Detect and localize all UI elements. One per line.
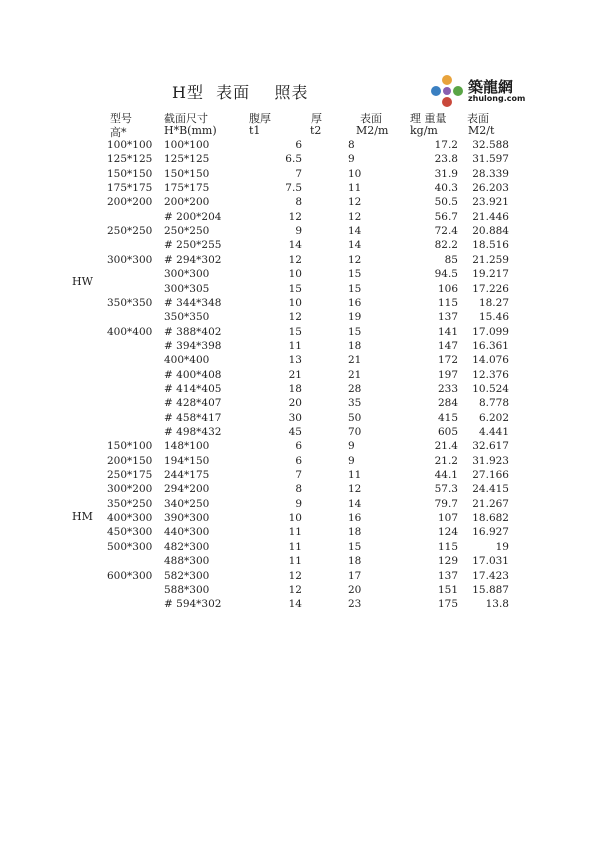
cell-w: 44.1	[434, 469, 458, 482]
header-t1-unit: t1	[249, 124, 261, 137]
table-row	[0, 583, 600, 597]
cell-t1: 10	[288, 296, 302, 309]
logo-text-en: zhulong.com	[468, 94, 526, 103]
cell-size: 300*200	[107, 483, 153, 496]
cell-s: 24.415	[472, 483, 509, 496]
cell-t2: 21	[348, 368, 362, 381]
cell-t1: 6.5	[285, 153, 302, 166]
cell-t2: 23	[348, 598, 362, 611]
header-weight: 理 重量	[410, 112, 447, 125]
cell-hb: 350*350	[164, 311, 210, 324]
cell-hb: # 498*432	[164, 426, 222, 438]
cell-hb: # 388*402	[164, 325, 222, 338]
cell-s: 14.076	[472, 354, 509, 367]
cell-t1: 11	[288, 540, 302, 553]
cell-t1: 12	[288, 569, 302, 582]
cell-w: 151	[437, 583, 458, 596]
cell-w: 415	[437, 411, 458, 424]
cell-t1: 12	[288, 583, 302, 596]
cell-t1: 14	[288, 598, 302, 611]
cell-t1: 6	[295, 139, 302, 151]
cell-s: 12.376	[472, 368, 509, 381]
table-row	[0, 368, 600, 382]
cell-w: 21.2	[434, 454, 458, 467]
cell-t2: 15	[348, 268, 362, 281]
table-row	[0, 253, 600, 267]
cell-s: 32.617	[472, 440, 509, 453]
cell-size: 600*300	[107, 569, 153, 582]
cell-s: 31.923	[472, 454, 509, 467]
cell-t1: 30	[288, 411, 302, 424]
logo-text-cn: 築龍網	[468, 78, 514, 96]
cell-w: 115	[437, 540, 458, 553]
cell-t2: 14	[348, 497, 362, 510]
cell-w: 124	[437, 526, 458, 539]
cell-size: 250*250	[107, 225, 153, 238]
table-row	[0, 224, 600, 238]
cell-t2: 18	[348, 526, 362, 539]
cell-s: 17.226	[472, 282, 509, 295]
table-row	[0, 554, 600, 568]
cell-t2: 50	[348, 411, 362, 424]
cell-t2: 18	[348, 555, 362, 568]
header-t2: 厚	[311, 112, 322, 125]
table-row	[0, 411, 600, 425]
table-row	[0, 597, 600, 611]
cell-s: 15.46	[478, 311, 509, 324]
cell-size: 350*250	[107, 497, 153, 510]
cell-s: 19.217	[472, 268, 509, 281]
cell-t2: 21	[348, 354, 362, 367]
cell-s: 19	[495, 540, 509, 553]
table-row	[0, 382, 600, 396]
cell-t1: 15	[288, 282, 302, 295]
cell-w: 31.9	[434, 167, 458, 180]
cell-hb: 488*300	[164, 555, 210, 568]
cell-t1: 21	[288, 368, 302, 381]
table-row	[0, 181, 600, 195]
cell-hb: # 428*407	[164, 397, 222, 410]
cell-hb: # 414*405	[164, 382, 222, 395]
cell-s: 21.446	[472, 210, 509, 223]
cell-t2: 11	[348, 182, 362, 195]
cell-s: 16.927	[472, 526, 509, 539]
header-surface: 表面	[467, 112, 489, 125]
cell-t2: 16	[348, 512, 362, 525]
cell-s: 15.887	[472, 583, 509, 596]
cell-s: 28.339	[472, 167, 509, 180]
cell-t1: 7	[295, 469, 302, 482]
header-area-unit: M2/m	[356, 124, 389, 137]
cell-t2: 8	[348, 139, 355, 151]
cell-t1: 6	[295, 454, 302, 467]
cell-w: 233	[437, 382, 458, 395]
cell-s: 32.588	[472, 139, 509, 151]
cell-s: 17.099	[472, 325, 509, 338]
table-row	[0, 310, 600, 324]
table-row	[0, 195, 600, 209]
cell-size: 150*150	[107, 167, 153, 180]
table-row	[0, 454, 600, 468]
cell-hb: # 400*408	[164, 368, 222, 381]
cell-hb: 125*125	[164, 153, 210, 166]
cell-w: 17.2	[434, 139, 458, 151]
cell-w: 284	[437, 397, 458, 410]
table-row	[0, 282, 600, 296]
cell-t1: 11	[288, 555, 302, 568]
cell-w: 50.5	[434, 196, 458, 209]
cell-s: 18.516	[472, 239, 509, 252]
cell-size: 450*300	[107, 526, 153, 539]
cell-s: 6.202	[478, 411, 509, 424]
cell-t1: 20	[288, 397, 302, 410]
cell-t2: 9	[348, 153, 355, 166]
cell-hb: 588*300	[164, 583, 210, 596]
table-row	[0, 497, 600, 511]
cell-t2: 17	[348, 569, 362, 582]
cell-t1: 12	[288, 253, 302, 266]
cell-t2: 9	[348, 440, 355, 453]
cell-hb: # 394*398	[164, 339, 222, 352]
header-section-unit: H*B(mm)	[164, 124, 217, 137]
header-model-unit: 高*	[110, 126, 127, 139]
cell-t1: 8	[295, 483, 302, 496]
table-row	[0, 511, 600, 525]
cell-hb: # 250*255	[164, 239, 222, 252]
header-model: 型号	[110, 112, 132, 125]
cell-s: 8.778	[478, 397, 509, 410]
cell-w: 605	[437, 426, 458, 438]
cell-size: 200*200	[107, 196, 153, 209]
cell-t1: 15	[288, 325, 302, 338]
cell-t2: 12	[348, 210, 362, 223]
cell-size: 150*100	[107, 440, 153, 453]
cell-hb: 440*300	[164, 526, 210, 539]
table-row	[0, 267, 600, 281]
table-row	[0, 152, 600, 166]
cell-w: 175	[437, 598, 458, 611]
cell-t2: 19	[348, 311, 362, 324]
page-title: H型 表面 照表	[172, 83, 309, 102]
cell-t2: 15	[348, 325, 362, 338]
cell-t2: 11	[348, 469, 362, 482]
table-row	[0, 353, 600, 367]
cell-size: 250*175	[107, 469, 153, 482]
cell-t1: 10	[288, 268, 302, 281]
cell-hb: 300*300	[164, 268, 210, 281]
cell-w: 137	[437, 311, 458, 324]
cell-t1: 12	[288, 210, 302, 223]
cell-w: 129	[437, 555, 458, 568]
cell-t2: 35	[348, 397, 362, 410]
cell-w: 94.5	[434, 268, 458, 281]
cell-t1: 9	[295, 497, 302, 510]
cell-t1: 14	[288, 239, 302, 252]
cell-s: 17.423	[472, 569, 509, 582]
cell-t2: 15	[348, 282, 362, 295]
cell-w: 197	[437, 368, 458, 381]
cell-t2: 12	[348, 196, 362, 209]
cell-t2: 12	[348, 253, 362, 266]
cell-w: 141	[437, 325, 458, 338]
cell-t2: 14	[348, 239, 362, 252]
cell-t2: 12	[348, 483, 362, 496]
cell-size: 400*300	[107, 512, 153, 525]
cell-hb: 300*305	[164, 282, 210, 295]
cell-hb: # 458*417	[164, 411, 222, 424]
table-row	[0, 210, 600, 224]
cell-hb: 340*250	[164, 497, 210, 510]
cell-t1: 7	[295, 167, 302, 180]
cell-s: 23.921	[472, 196, 509, 209]
cell-t2: 15	[348, 540, 362, 553]
cell-w: 137	[437, 569, 458, 582]
cell-w: 21.4	[434, 440, 458, 453]
cell-t1: 9	[295, 225, 302, 238]
table-row	[0, 482, 600, 496]
cell-w: 115	[437, 296, 458, 309]
cell-size: 175*175	[107, 182, 153, 195]
group-label-hm: HM	[72, 510, 93, 523]
logo-icon	[430, 74, 464, 108]
cell-s: 18.27	[478, 296, 509, 309]
cell-hb: # 294*302	[164, 253, 222, 266]
cell-s: 18.682	[472, 512, 509, 525]
table-row	[0, 525, 600, 539]
cell-t1: 11	[288, 339, 302, 352]
cell-size: 500*300	[107, 540, 153, 553]
cell-hb: 200*200	[164, 196, 210, 209]
cell-w: 107	[437, 512, 458, 525]
cell-hb: # 594*302	[164, 598, 222, 611]
cell-hb: 582*300	[164, 569, 210, 582]
cell-hb: 294*200	[164, 483, 210, 496]
cell-t1: 8	[295, 196, 302, 209]
cell-w: 79.7	[434, 497, 458, 510]
group-label-hw: HW	[72, 275, 93, 288]
cell-hb: # 200*204	[164, 210, 222, 223]
cell-size: 400*400	[107, 325, 153, 338]
header-t1: 腹厚	[249, 112, 271, 125]
cell-s: 16.361	[472, 339, 509, 352]
cell-w: 56.7	[434, 210, 458, 223]
cell-size: 200*150	[107, 454, 153, 467]
zhulong-logo	[430, 74, 540, 108]
table-row	[0, 569, 600, 583]
cell-hb: 100*100	[164, 139, 210, 151]
cell-t2: 9	[348, 454, 355, 467]
cell-size: 350*350	[107, 296, 153, 309]
cell-t2: 16	[348, 296, 362, 309]
cell-hb: # 344*348	[164, 296, 222, 309]
cell-size: 100*100	[107, 139, 153, 151]
cell-s: 20.884	[472, 225, 509, 238]
header-area: 表面	[360, 112, 382, 125]
table-row	[0, 138, 600, 152]
cell-s: 27.166	[472, 469, 509, 482]
cell-t1: 11	[288, 526, 302, 539]
header-section: 截面尺寸	[164, 112, 208, 125]
table-row	[0, 396, 600, 410]
cell-s: 13.8	[485, 598, 509, 611]
cell-hb: 150*150	[164, 167, 210, 180]
table-row	[0, 296, 600, 310]
cell-hb: 148*100	[164, 440, 210, 453]
cell-t1: 7.5	[285, 182, 302, 195]
cell-s: 10.524	[472, 382, 509, 395]
cell-t1: 13	[288, 354, 302, 367]
cell-w: 82.2	[434, 239, 458, 252]
cell-w: 147	[437, 339, 458, 352]
cell-t1: 45	[288, 426, 302, 438]
cell-s: 17.031	[472, 555, 509, 568]
cell-t1: 12	[288, 311, 302, 324]
cell-t2: 28	[348, 382, 362, 395]
cell-t2: 20	[348, 583, 362, 596]
cell-hb: 244*175	[164, 469, 210, 482]
table-row	[0, 468, 600, 482]
cell-s: 21.259	[472, 253, 509, 266]
cell-hb: 250*250	[164, 225, 210, 238]
table-row	[0, 325, 600, 339]
table-row	[0, 339, 600, 353]
cell-w: 172	[437, 354, 458, 367]
header-t2-unit: t2	[310, 124, 322, 137]
cell-s: 26.203	[472, 182, 509, 195]
cell-t2: 10	[348, 167, 362, 180]
cell-hb: 175*175	[164, 182, 210, 195]
cell-w: 72.4	[434, 225, 458, 238]
cell-w: 106	[437, 282, 458, 295]
header-weight-unit: kg/m	[410, 124, 438, 137]
cell-t1: 10	[288, 512, 302, 525]
cell-s: 4.441	[478, 426, 509, 438]
cell-w: 57.3	[434, 483, 458, 496]
cell-w: 40.3	[434, 182, 458, 195]
cell-hb: 482*300	[164, 540, 210, 553]
cell-t2: 14	[348, 225, 362, 238]
table-row	[0, 425, 600, 439]
cell-hb: 390*300	[164, 512, 210, 525]
cell-t2: 18	[348, 339, 362, 352]
table-row	[0, 439, 600, 453]
cell-hb: 400*400	[164, 354, 210, 367]
cell-size: 125*125	[107, 153, 153, 166]
cell-size: 300*300	[107, 253, 153, 266]
cell-t1: 6	[295, 440, 302, 453]
cell-t2: 70	[348, 426, 362, 438]
cell-w: 23.8	[434, 153, 458, 166]
cell-hb: 194*150	[164, 454, 210, 467]
table-row	[0, 540, 600, 554]
header-surface-unit: M2/t	[468, 124, 495, 137]
cell-t1: 18	[288, 382, 302, 395]
cell-s: 21.267	[472, 497, 509, 510]
cell-s: 31.597	[472, 153, 509, 166]
table-row	[0, 238, 600, 252]
cell-w: 85	[444, 253, 458, 266]
table-row	[0, 167, 600, 181]
